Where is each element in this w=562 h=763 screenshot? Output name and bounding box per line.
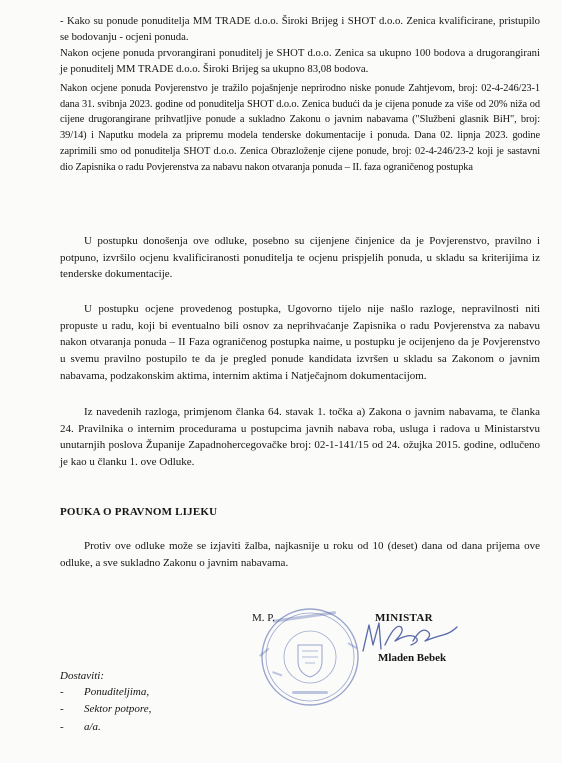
legal-remedy-heading: POUKA O PRAVNOM LIJEKU <box>60 506 218 518</box>
bullet-dash: - <box>60 703 64 715</box>
bullet-dash: - <box>60 721 64 733</box>
delivery-label: Dostaviti: <box>60 670 104 682</box>
recipient-text: a/a. <box>84 721 101 733</box>
paragraph-review: U postupku ocjene provedenog postupka, Ugovorno tijelo nije našlo razloge, nepravilnosti niti propuste u radu, koji bi eventualno bili osnov za neprihvaćanje Zapisnika o radu Povjerenstva za nabavu nakon otvaranja ponuda – II Faza ograničenog postupka naime, u postupku je ocijenjeno da je Povjerenstvo u svemu pravilno postupilo te da je pregled ponude kandidata izvršen u skladu sa Zakonom o javnim nabavama, podzakonskim aktima, internim aktima i Natječajnom dokumentacijom. <box>60 303 540 382</box>
legal-remedy-text: Protiv ove odluke može se izjaviti žalba, najkasnije u roku od 10 (deset) dana od dana prijema ove odluke, a sve sukladno Zakonu o javnim nabavama. <box>60 540 540 569</box>
bullet-dash: - <box>60 686 64 698</box>
intro-line-1: - Kako su ponude ponuditelja MM TRADE d.o.o. Široki Brijeg i SHOT d.o.o. Zenica kvalificirane, pristupilo se bodovanju - ocjeni ponuda. <box>60 15 540 43</box>
intro-line-3: Nakon ocjene ponuda Povjerenstvo je tražilo pojašnjenje neprirodno niske ponude Zahtjevom, broj: 02-4-246/23-1 dana 31. svibnja 2023. godine od ponuditelja SHOT d.o.o. Zenica budući da je cijena ponude za više od 20% niža od cijene drugorangirane prihvatljive ponude a sukladno Zakonu o javnim nabavama ("Službeni glasnik BiH", broj: 39/14) i Naputku modela za pripremu modela tenderske dokumentacije i ponuda. Dana 02. lipnja 2023. godine zaprimili smo od ponuditelja SHOT d.o.o. Zenica Obrazloženje cijene ponude, broj: 02-4-246/23-2 koji je sastavni dio Zapisnika o radu Povjerenstva za nabavu nakon otvaranja ponuda – II. faza ograničenog postupka <box>60 83 540 173</box>
paragraph-reasons: Iz navedenih razloga, primjenom članka 64. stavak 1. točka a) Zakona o javnim nabavama, te članka 24. Pravilnika o internim procedurama u postupcima javnih nabava roba, usluga i radova u Ministarstvu unutarnjih poslova Županije Zapadnohercegovačke broj: 02-1-141/15 od 24. ožujka 2015. godine, odlučeno je kao u članku 1. ove Odluke. <box>60 406 540 469</box>
delivery-recipient <box>60 686 149 698</box>
recipient-text: Ponuditeljima, <box>84 686 150 698</box>
recipient-text: Sektor potpore, <box>84 703 152 715</box>
seal-place-label: M. P. <box>252 612 275 624</box>
intro-line-2: Nakon ocjene ponuda prvorangirani ponuditelj je SHOT d.o.o. Zenica sa ukupno 100 bodova a drugorangirani je ponuditelj MM TRADE d.o.o. Široki Brijeg sa ukupno 83,08 bodova. <box>60 47 540 75</box>
signatory-name: Mladen Bebek <box>378 652 447 664</box>
paragraph-evaluation: U postupku donošenja ove odluke, posebno su cijenjene činjenice da je Povjerenstvo, pravilno i potpuno, izvršilo ocjenu kvalificiranosti ponuditelja te ocjenu prispjelih ponuda, u skladu sa kriterijima iz tenderske dokumentacije. <box>60 235 540 281</box>
signatory-title: MINISTAR <box>375 612 433 624</box>
delivery-recipient <box>60 721 101 733</box>
delivery-recipient <box>60 703 151 715</box>
